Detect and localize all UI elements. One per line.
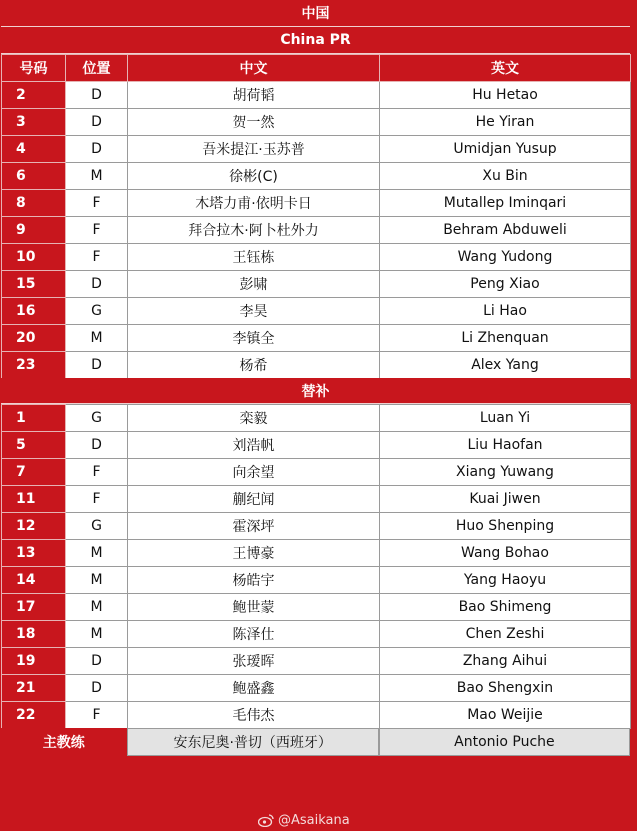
player-number: 6 — [2, 163, 66, 190]
player-name-chinese: 向余望 — [128, 459, 380, 486]
player-name-chinese: 吾米提江·玉苏普 — [128, 136, 380, 163]
subs-table — [1, 404, 631, 729]
player-row — [2, 540, 631, 567]
player-position: D — [66, 648, 128, 675]
player-number: 3 — [2, 109, 66, 136]
player-position: F — [66, 217, 128, 244]
player-row — [2, 163, 631, 190]
player-position: M — [66, 567, 128, 594]
player-position: D — [66, 675, 128, 702]
watermark — [258, 811, 350, 829]
player-position: F — [66, 244, 128, 271]
player-name-chinese: 李昊 — [128, 298, 380, 325]
player-row — [2, 352, 631, 379]
player-name-english: Li Zhenquan — [380, 325, 631, 352]
starters-body — [2, 82, 631, 379]
player-number: 13 — [2, 540, 66, 567]
player-number: 23 — [2, 352, 66, 379]
player-name-english: Mutallep Iminqari — [380, 190, 631, 217]
player-number: 2 — [2, 82, 66, 109]
player-number: 7 — [2, 459, 66, 486]
player-name-english: Bao Shimeng — [380, 594, 631, 621]
player-name-chinese: 拜合拉木·阿卜杜外力 — [128, 217, 380, 244]
player-name-english: Wang Yudong — [380, 244, 631, 271]
player-number: 12 — [2, 513, 66, 540]
player-name-english: Wang Bohao — [380, 540, 631, 567]
player-name-chinese: 蒯纪闻 — [128, 486, 380, 513]
player-name-chinese: 木塔力甫·依明卡日 — [128, 190, 380, 217]
player-name-chinese: 栾毅 — [128, 405, 380, 432]
player-name-chinese: 王钰栋 — [128, 244, 380, 271]
subs-section-title: 替补 — [1, 378, 630, 404]
player-row — [2, 190, 631, 217]
player-name-english: Zhang Aihui — [380, 648, 631, 675]
coach-row — [1, 728, 630, 756]
player-position: M — [66, 540, 128, 567]
player-number: 14 — [2, 567, 66, 594]
player-number: 16 — [2, 298, 66, 325]
player-name-english: Umidjan Yusup — [380, 136, 631, 163]
player-name-chinese: 刘浩帆 — [128, 432, 380, 459]
header-number: 号码 — [2, 55, 66, 82]
player-position: F — [66, 486, 128, 513]
player-row — [2, 82, 631, 109]
player-number: 22 — [2, 702, 66, 729]
header-english: 英文 — [380, 55, 631, 82]
player-position: F — [66, 459, 128, 486]
player-row — [2, 298, 631, 325]
player-position: D — [66, 352, 128, 379]
player-position: G — [66, 298, 128, 325]
player-position: M — [66, 594, 128, 621]
player-name-chinese: 彭啸 — [128, 271, 380, 298]
player-name-chinese: 胡荷韬 — [128, 82, 380, 109]
player-position: D — [66, 109, 128, 136]
player-number: 20 — [2, 325, 66, 352]
team-title: 中国 — [1, 0, 630, 27]
player-number: 10 — [2, 244, 66, 271]
player-name-english: Liu Haofan — [380, 432, 631, 459]
player-name-english: Peng Xiao — [380, 271, 631, 298]
player-name-chinese: 贺一然 — [128, 109, 380, 136]
player-number: 18 — [2, 621, 66, 648]
player-position: D — [66, 82, 128, 109]
player-name-english: Luan Yi — [380, 405, 631, 432]
header-chinese: 中文 — [128, 55, 380, 82]
player-position: D — [66, 432, 128, 459]
player-row — [2, 567, 631, 594]
player-row — [2, 325, 631, 352]
player-row — [2, 244, 631, 271]
player-row — [2, 675, 631, 702]
player-name-english: Xu Bin — [380, 163, 631, 190]
player-row — [2, 486, 631, 513]
player-position: M — [66, 325, 128, 352]
player-number: 15 — [2, 271, 66, 298]
player-number: 9 — [2, 217, 66, 244]
player-name-chinese: 杨希 — [128, 352, 380, 379]
player-number: 17 — [2, 594, 66, 621]
player-row — [2, 594, 631, 621]
header-position: 位置 — [66, 55, 128, 82]
player-name-chinese: 王博豪 — [128, 540, 380, 567]
player-position: F — [66, 190, 128, 217]
player-name-english: Kuai Jiwen — [380, 486, 631, 513]
player-number: 8 — [2, 190, 66, 217]
player-number: 5 — [2, 432, 66, 459]
player-row — [2, 109, 631, 136]
player-name-english: Li Hao — [380, 298, 631, 325]
player-number: 19 — [2, 648, 66, 675]
player-name-english: Chen Zeshi — [380, 621, 631, 648]
player-position: D — [66, 136, 128, 163]
player-position: D — [66, 271, 128, 298]
player-position: M — [66, 621, 128, 648]
player-number: 4 — [2, 136, 66, 163]
player-name-chinese: 徐彬(C) — [128, 163, 380, 190]
player-row — [2, 621, 631, 648]
player-name-chinese: 杨皓宇 — [128, 567, 380, 594]
player-row — [2, 136, 631, 163]
player-name-english: Behram Abduweli — [380, 217, 631, 244]
player-name-english: Hu Hetao — [380, 82, 631, 109]
player-number: 21 — [2, 675, 66, 702]
player-row — [2, 459, 631, 486]
coach-name-chinese: 安东尼奥·普切（西班牙） — [127, 728, 379, 756]
player-name-chinese: 鲍盛鑫 — [128, 675, 380, 702]
player-row — [2, 271, 631, 298]
player-name-chinese: 毛伟杰 — [128, 702, 380, 729]
player-name-english: Yang Haoyu — [380, 567, 631, 594]
player-position: G — [66, 405, 128, 432]
player-name-english: Mao Weijie — [380, 702, 631, 729]
table-header-row — [2, 55, 631, 82]
player-row — [2, 405, 631, 432]
player-row — [2, 513, 631, 540]
weibo-icon — [258, 813, 274, 827]
player-name-chinese: 张瑷晖 — [128, 648, 380, 675]
player-row — [2, 432, 631, 459]
team-subtitle: China PR — [1, 27, 630, 54]
player-name-chinese: 鲍世蒙 — [128, 594, 380, 621]
player-row — [2, 702, 631, 729]
player-name-english: Bao Shengxin — [380, 675, 631, 702]
player-position: F — [66, 702, 128, 729]
starters-table — [1, 54, 631, 379]
player-name-english: Xiang Yuwang — [380, 459, 631, 486]
player-name-english: Alex Yang — [380, 352, 631, 379]
player-name-english: Huo Shenping — [380, 513, 631, 540]
player-number: 11 — [2, 486, 66, 513]
player-name-chinese: 陈泽仕 — [128, 621, 380, 648]
player-row — [2, 648, 631, 675]
player-row — [2, 217, 631, 244]
player-name-chinese: 李镇全 — [128, 325, 380, 352]
coach-name-english: Antonio Puche — [379, 728, 630, 756]
player-name-english: He Yiran — [380, 109, 631, 136]
player-number: 1 — [2, 405, 66, 432]
player-position: G — [66, 513, 128, 540]
coach-label: 主教练 — [1, 728, 127, 756]
watermark-text: @Asaikana — [278, 812, 350, 828]
player-position: M — [66, 163, 128, 190]
player-name-chinese: 霍深坪 — [128, 513, 380, 540]
subs-body — [2, 405, 631, 729]
